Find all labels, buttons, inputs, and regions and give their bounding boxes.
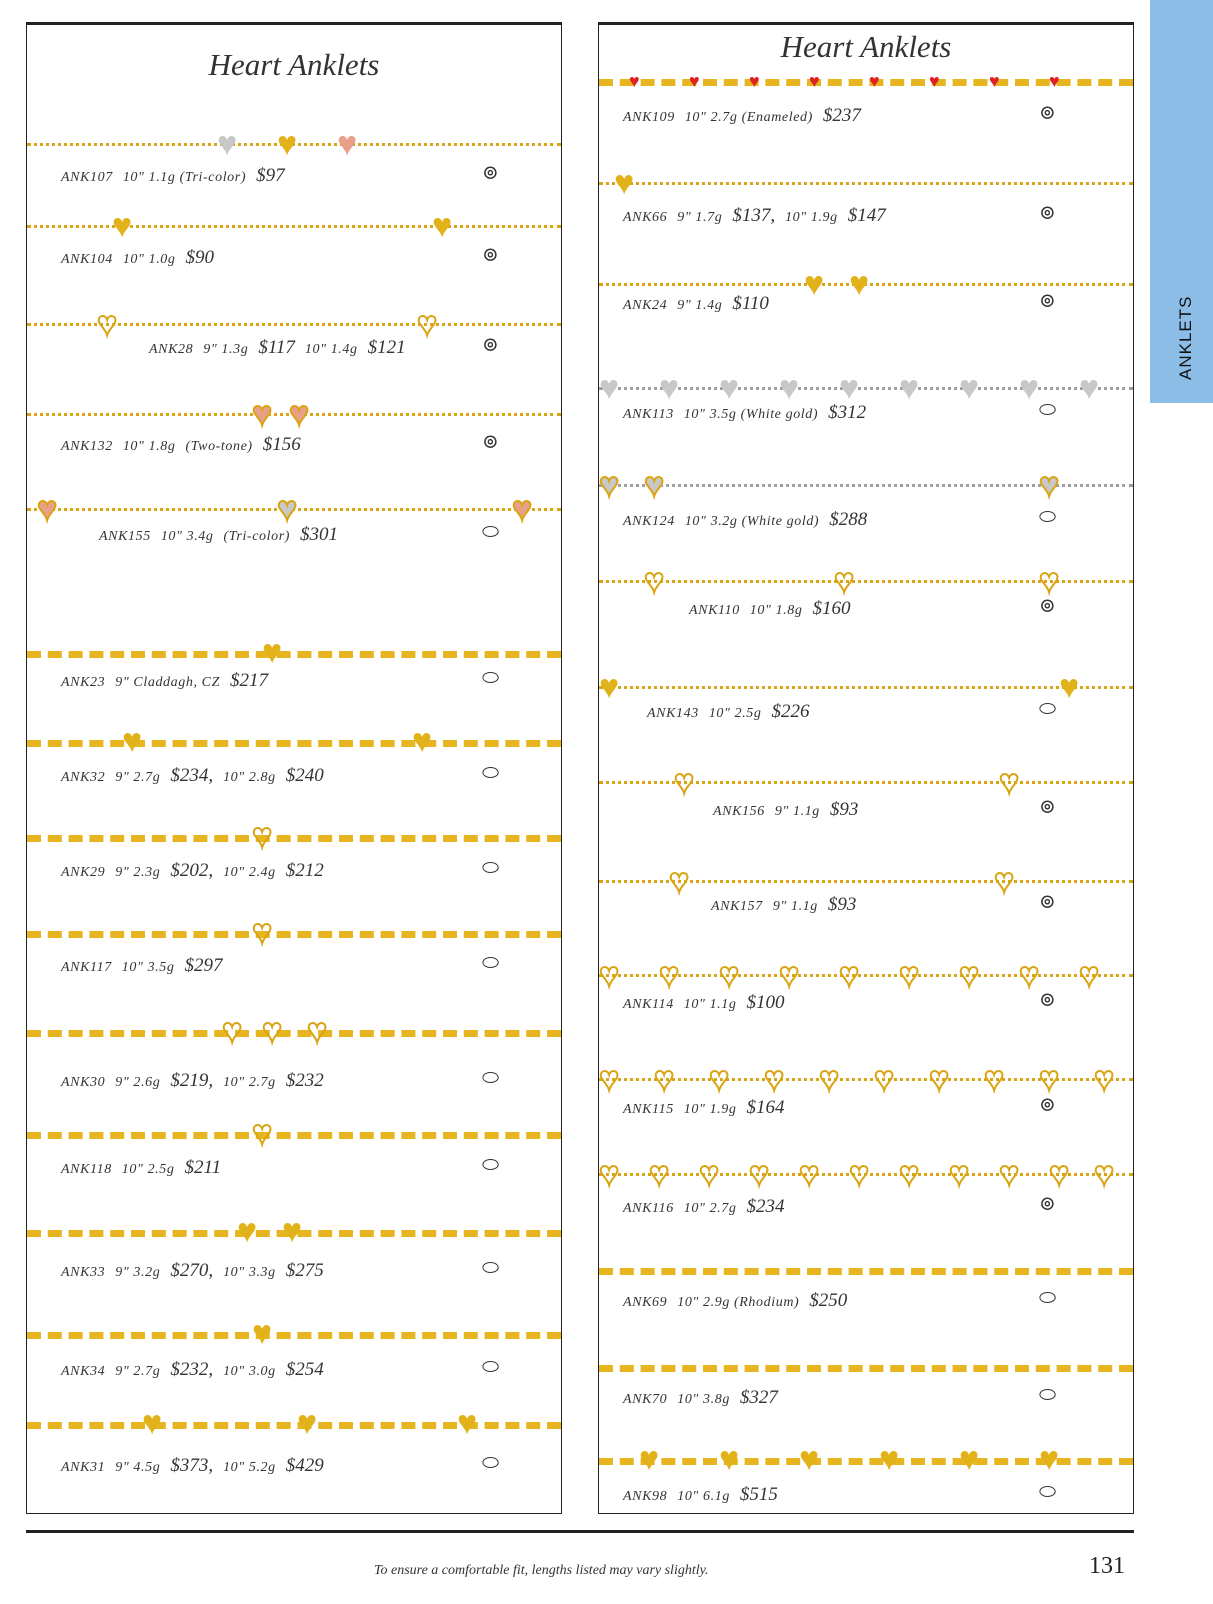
heart-charm-icon: ♥ <box>819 1061 840 1098</box>
anklet-label <box>61 860 334 882</box>
anklet-label <box>647 701 820 723</box>
heart-charm-icon: ♥ <box>659 957 680 994</box>
product-price: $219, <box>170 1070 214 1091</box>
product-price: $237 <box>822 105 861 126</box>
heart-charm-icon: ♥ <box>719 957 740 994</box>
product-code: ANK109 <box>623 110 675 125</box>
heart-charm-icon: ♥ <box>899 1156 920 1193</box>
heart-charm-icon: ♥ <box>1039 1061 1060 1098</box>
heart-charm-icon: ♥ <box>999 764 1020 801</box>
lobster-clasp-icon: ⬭ <box>482 1257 500 1279</box>
heart-charm-icon: ♥ <box>804 266 825 303</box>
anklet-label <box>713 799 868 821</box>
product-code: ANK33 <box>61 1265 106 1280</box>
heart-charm-icon: ♥ <box>809 71 820 91</box>
heart-charm-icon: ♥ <box>599 1061 620 1098</box>
spring-ring-clasp-icon: ⊚ <box>482 244 499 266</box>
product-note: (Tri-color) <box>223 529 291 544</box>
heart-charm-icon: ♥ <box>1019 957 1040 994</box>
heart-charm-icon: ♥ <box>929 71 940 91</box>
product-spec: 10" 3.5g (White gold) <box>683 407 819 422</box>
product-price: $297 <box>184 955 223 976</box>
spring-ring-clasp-icon: ⊚ <box>482 162 499 184</box>
product-price-alt: $275 <box>285 1260 324 1281</box>
product-price: $234, <box>170 765 214 786</box>
anklet-chain-image <box>27 1422 561 1429</box>
spring-ring-clasp-icon: ⊚ <box>482 431 499 453</box>
product-price: $156 <box>262 434 301 455</box>
heart-charm-icon: ♥ <box>799 1156 820 1193</box>
heart-charm-icon: ♥ <box>307 1013 328 1050</box>
product-spec: 9" 1.7g <box>677 210 723 225</box>
product-price-alt: $212 <box>285 860 324 881</box>
heart-charm-icon: ♥ <box>432 208 453 245</box>
product-code: ANK69 <box>623 1295 668 1310</box>
spring-ring-clasp-icon: ⊚ <box>1039 102 1056 124</box>
heart-charm-icon: ♥ <box>262 1013 283 1050</box>
anklet-label <box>99 524 348 546</box>
product-price: $234 <box>746 1196 785 1217</box>
heart-charm-icon: ♥ <box>277 491 298 528</box>
product-code: ANK114 <box>623 997 674 1012</box>
heart-charm-icon: ♥ <box>839 370 860 407</box>
anklet-label <box>623 992 794 1014</box>
heart-charm-icon: ♥ <box>799 1441 820 1478</box>
lobster-clasp-icon: ⬭ <box>1039 698 1057 720</box>
product-code: ANK115 <box>623 1102 674 1117</box>
product-code: ANK107 <box>61 170 113 185</box>
heart-charm-icon: ♥ <box>674 764 695 801</box>
spring-ring-clasp-icon: ⊚ <box>1039 1094 1056 1116</box>
product-price: $270, <box>170 1260 214 1281</box>
anklet-label <box>711 894 866 916</box>
product-code: ANK118 <box>61 1162 112 1177</box>
product-spec: 10" 1.0g <box>122 252 176 267</box>
heart-charm-icon: ♥ <box>654 1061 675 1098</box>
heart-charm-icon: ♥ <box>1049 71 1060 91</box>
product-spec: 9" 1.3g <box>203 342 249 357</box>
heart-charm-icon: ♥ <box>869 71 880 91</box>
product-spec-alt: 10" 3.3g <box>223 1265 276 1280</box>
product-spec: 10" 1.9g <box>683 1102 737 1117</box>
anklet-label <box>61 1070 334 1092</box>
product-code: ANK124 <box>623 514 675 529</box>
lobster-clasp-icon: ⬭ <box>482 667 500 689</box>
heart-charm-icon: ♥ <box>779 370 800 407</box>
heart-charm-icon: ♥ <box>222 1013 243 1050</box>
product-spec: 10" 2.7g <box>683 1201 737 1216</box>
anklet-label <box>61 434 311 456</box>
heart-charm-icon: ♥ <box>644 563 665 600</box>
spring-ring-clasp-icon: ⊚ <box>1039 1193 1056 1215</box>
product-price: $288 <box>829 509 868 530</box>
lobster-clasp-icon: ⬭ <box>482 1356 500 1378</box>
product-code: ANK23 <box>61 675 106 690</box>
heart-charm-icon: ♥ <box>412 723 433 760</box>
product-code: ANK110 <box>689 603 740 618</box>
anklet-label <box>61 670 278 692</box>
heart-charm-icon: ♥ <box>599 370 620 407</box>
product-spec: 10" 1.1g <box>683 997 737 1012</box>
heart-charm-icon: ♥ <box>779 957 800 994</box>
heart-charm-icon: ♥ <box>749 71 760 91</box>
product-price: $217 <box>229 670 268 691</box>
anklet-label <box>623 1387 788 1409</box>
lobster-clasp-icon: ⬭ <box>482 1154 500 1176</box>
heart-charm-icon: ♥ <box>1059 669 1080 706</box>
lobster-clasp-icon: ⬭ <box>482 857 500 879</box>
heart-charm-icon: ♥ <box>252 914 273 951</box>
lobster-clasp-icon: ⬭ <box>1039 1481 1057 1503</box>
product-spec: 10" 2.5g <box>121 1162 175 1177</box>
heart-charm-icon: ♥ <box>649 1156 670 1193</box>
section-tab-label: ANKLETS <box>1176 295 1195 380</box>
product-spec: 9" 1.4g <box>677 298 723 313</box>
product-price: $100 <box>746 992 785 1013</box>
heart-charm-icon: ♥ <box>282 1213 303 1250</box>
heart-charm-icon: ♥ <box>659 370 680 407</box>
product-price: $327 <box>739 1387 778 1408</box>
heart-charm-icon: ♥ <box>457 1405 478 1442</box>
product-price: $93 <box>829 799 859 820</box>
product-price: $137, <box>732 205 776 226</box>
product-spec: 10" 3.8g <box>677 1392 730 1407</box>
heart-charm-icon: ♥ <box>899 370 920 407</box>
heart-charm-icon: ♥ <box>849 266 870 303</box>
footer-note: To ensure a comfortable fit, lengths listed may vary slightly. <box>374 1563 709 1578</box>
product-code: ANK143 <box>647 706 699 721</box>
product-spec: 9" 2.7g <box>115 770 161 785</box>
heart-charm-icon: ♥ <box>599 957 620 994</box>
product-spec: 9" 2.7g <box>115 1364 161 1379</box>
heart-charm-icon: ♥ <box>297 1405 318 1442</box>
lobster-clasp-icon: ⬭ <box>482 521 500 543</box>
product-code: ANK116 <box>623 1201 674 1216</box>
heart-charm-icon: ♥ <box>112 208 133 245</box>
anklet-label <box>623 1097 794 1119</box>
heart-charm-icon: ♥ <box>237 1213 258 1250</box>
heart-charm-icon: ♥ <box>959 1441 980 1478</box>
heart-charm-icon: ♥ <box>719 1441 740 1478</box>
heart-charm-icon: ♥ <box>599 669 620 706</box>
anklet-label <box>623 1196 794 1218</box>
product-spec-alt: 10" 2.7g <box>223 1075 276 1090</box>
heart-charm-icon: ♥ <box>122 723 143 760</box>
product-price: $312 <box>828 402 867 423</box>
right-column-title: Heart Anklets <box>780 29 952 64</box>
spring-ring-clasp-icon: ⊚ <box>1039 796 1056 818</box>
product-note: (Two-tone) <box>185 439 253 454</box>
heart-charm-icon: ♥ <box>1019 370 1040 407</box>
heart-charm-icon: ♥ <box>879 1441 900 1478</box>
product-spec: 9" 4.5g <box>115 1460 161 1475</box>
product-code: ANK113 <box>623 407 674 422</box>
heart-charm-icon: ♥ <box>97 306 118 343</box>
product-spec: 10" 6.1g <box>677 1489 730 1504</box>
spring-ring-clasp-icon: ⊚ <box>1039 290 1056 312</box>
product-spec: 9" 2.6g <box>115 1075 161 1090</box>
product-price: $250 <box>809 1290 848 1311</box>
heart-charm-icon: ♥ <box>669 863 690 900</box>
product-price: $373, <box>170 1455 214 1476</box>
heart-charm-icon: ♥ <box>994 863 1015 900</box>
lobster-clasp-icon: ⬭ <box>482 1067 500 1089</box>
lobster-clasp-icon: ⬭ <box>1039 506 1057 528</box>
heart-charm-icon: ♥ <box>252 1115 273 1152</box>
heart-charm-icon: ♥ <box>417 306 438 343</box>
product-code: ANK29 <box>61 865 106 880</box>
product-code: ANK132 <box>61 439 113 454</box>
anklet-chain-image <box>27 651 561 658</box>
anklet-label <box>149 337 416 359</box>
heart-charm-icon: ♥ <box>834 563 855 600</box>
heart-charm-icon: ♥ <box>764 1061 785 1098</box>
anklet-label <box>61 247 224 269</box>
lobster-clasp-icon: ⬭ <box>482 762 500 784</box>
heart-charm-icon: ♥ <box>699 1156 720 1193</box>
anklet-label <box>623 293 779 315</box>
product-code: ANK34 <box>61 1364 106 1379</box>
product-spec: 10" 1.1g (Tri-color) <box>122 170 247 185</box>
heart-charm-icon: ♥ <box>644 467 665 504</box>
product-price: $515 <box>739 1484 778 1505</box>
product-price: $90 <box>185 247 215 268</box>
section-tab[interactable] <box>1150 0 1213 403</box>
product-code: ANK117 <box>61 960 112 975</box>
product-price: $97 <box>256 165 285 186</box>
heart-charm-icon: ♥ <box>289 396 310 433</box>
product-spec-alt: 10" 2.8g <box>223 770 276 785</box>
heart-charm-icon: ♥ <box>599 467 620 504</box>
heart-charm-icon: ♥ <box>839 957 860 994</box>
product-spec: 10" 1.8g <box>749 603 803 618</box>
anklet-chain-image <box>599 686 1133 689</box>
heart-charm-icon: ♥ <box>277 126 298 163</box>
heart-charm-icon: ♥ <box>899 957 920 994</box>
product-code: ANK30 <box>61 1075 106 1090</box>
product-price: $301 <box>300 524 339 545</box>
anklet-chain-image <box>27 835 561 842</box>
product-price: $202, <box>170 860 214 881</box>
heart-charm-icon: ♥ <box>1079 957 1100 994</box>
lobster-clasp-icon: ⬭ <box>1039 1384 1057 1406</box>
anklet-chain-image <box>599 182 1133 185</box>
product-spec: 10" 2.9g (Rhodium) <box>677 1295 800 1310</box>
anklet-label <box>623 105 871 127</box>
right-catalog-column <box>598 22 1134 1514</box>
product-spec-alt: 10" 3.0g <box>223 1364 276 1379</box>
product-spec: 10" 3.4g <box>160 529 214 544</box>
product-code: ANK24 <box>623 298 668 313</box>
product-spec: 10" 2.7g (Enameled) <box>684 110 813 125</box>
product-code: ANK98 <box>623 1489 668 1504</box>
product-code: ANK155 <box>99 529 151 544</box>
heart-charm-icon: ♥ <box>217 126 238 163</box>
anklet-label <box>61 1359 334 1381</box>
heart-charm-icon: ♥ <box>1094 1156 1115 1193</box>
product-spec: 10" 1.8g <box>122 439 176 454</box>
product-code: ANK28 <box>149 342 194 357</box>
heart-charm-icon: ♥ <box>1039 1441 1060 1478</box>
product-price: $160 <box>812 598 851 619</box>
anklet-label <box>61 1455 334 1477</box>
heart-charm-icon: ♥ <box>1079 370 1100 407</box>
heart-charm-icon: ♥ <box>849 1156 870 1193</box>
heart-charm-icon: ♥ <box>949 1156 970 1193</box>
anklet-chain-image <box>599 1365 1133 1372</box>
footer-rule <box>26 1530 1134 1533</box>
product-spec: 10" 3.2g (White gold) <box>684 514 820 529</box>
anklet-label <box>623 1290 857 1312</box>
product-code: ANK66 <box>623 210 668 225</box>
lobster-clasp-icon: ⬭ <box>482 1452 500 1474</box>
lobster-clasp-icon: ⬭ <box>1039 399 1057 421</box>
product-price: $93 <box>827 894 857 915</box>
product-spec: 10" 2.5g <box>708 706 762 721</box>
heart-charm-icon: ♥ <box>252 1315 273 1352</box>
heart-charm-icon: ♥ <box>512 491 533 528</box>
product-price: $211 <box>184 1157 222 1178</box>
anklet-chain-image <box>27 740 561 747</box>
heart-charm-icon: ♥ <box>142 1405 163 1442</box>
anklet-chain-image <box>27 1332 561 1339</box>
heart-charm-icon: ♥ <box>959 957 980 994</box>
product-spec: 9" Claddagh, CZ <box>115 675 220 690</box>
anklet-label <box>623 509 877 531</box>
heart-charm-icon: ♥ <box>874 1061 895 1098</box>
product-spec-alt: 10" 1.9g <box>785 210 838 225</box>
product-code: ANK70 <box>623 1392 668 1407</box>
spring-ring-clasp-icon: ⊚ <box>1039 891 1056 913</box>
heart-charm-icon: ♥ <box>984 1061 1005 1098</box>
heart-charm-icon: ♥ <box>1039 563 1060 600</box>
heart-charm-icon: ♥ <box>252 818 273 855</box>
heart-charm-icon: ♥ <box>689 71 700 91</box>
heart-charm-icon: ♥ <box>629 71 640 91</box>
heart-charm-icon: ♥ <box>989 71 1000 91</box>
anklet-label <box>61 1157 231 1179</box>
lobster-clasp-icon: ⬭ <box>1039 1287 1057 1309</box>
page-number: 131 <box>1089 1553 1125 1579</box>
heart-charm-icon: ♥ <box>1049 1156 1070 1193</box>
anklet-chain-image <box>27 225 561 228</box>
heart-charm-icon: ♥ <box>999 1156 1020 1193</box>
spring-ring-clasp-icon: ⊚ <box>1039 202 1056 224</box>
heart-charm-icon: ♥ <box>262 634 283 671</box>
product-price-alt: $429 <box>285 1455 324 1476</box>
product-price: $232, <box>170 1359 214 1380</box>
product-price-alt: $147 <box>847 205 886 226</box>
anklet-label <box>623 1484 788 1506</box>
anklet-label <box>689 598 860 620</box>
product-price-alt: $254 <box>285 1359 324 1380</box>
product-price: $164 <box>746 1097 785 1118</box>
spring-ring-clasp-icon: ⊚ <box>482 334 499 356</box>
product-code: ANK32 <box>61 770 106 785</box>
anklet-label <box>61 165 295 187</box>
anklet-chain-image <box>27 1132 561 1139</box>
anklet-label <box>61 1260 334 1282</box>
anklet-label <box>623 205 896 227</box>
heart-charm-icon: ♥ <box>1094 1061 1115 1098</box>
spring-ring-clasp-icon: ⊚ <box>1039 595 1056 617</box>
product-code: ANK157 <box>711 899 763 914</box>
anklet-chain-image <box>27 931 561 938</box>
product-price-alt: $240 <box>285 765 324 786</box>
product-spec-alt: 10" 5.2g <box>223 1460 276 1475</box>
product-spec: 10" 3.5g <box>121 960 175 975</box>
heart-charm-icon: ♥ <box>37 491 58 528</box>
product-price-alt: $232 <box>285 1070 324 1091</box>
anklet-label <box>61 955 232 977</box>
anklet-label <box>61 765 334 787</box>
product-price: $110 <box>732 293 769 314</box>
product-price: $226 <box>771 701 810 722</box>
product-spec-alt: 10" 2.4g <box>223 865 276 880</box>
heart-charm-icon: ♥ <box>959 370 980 407</box>
anklet-label <box>623 402 876 424</box>
left-catalog-column <box>26 22 562 1514</box>
heart-charm-icon: ♥ <box>614 165 635 202</box>
product-price: $117 <box>258 337 295 358</box>
lobster-clasp-icon: ⬭ <box>482 952 500 974</box>
product-code: ANK31 <box>61 1460 106 1475</box>
heart-charm-icon: ♥ <box>719 370 740 407</box>
heart-charm-icon: ♥ <box>749 1156 770 1193</box>
product-spec-alt: 10" 1.4g <box>304 342 358 357</box>
spring-ring-clasp-icon: ⊚ <box>1039 989 1056 1011</box>
product-code: ANK104 <box>61 252 113 267</box>
anklet-chain-image <box>599 1268 1133 1275</box>
left-column-title: Heart Anklets <box>208 47 380 82</box>
product-spec: 9" 3.2g <box>115 1265 161 1280</box>
heart-charm-icon: ♥ <box>709 1061 730 1098</box>
product-spec: 9" 1.1g <box>774 804 820 819</box>
heart-charm-icon: ♥ <box>929 1061 950 1098</box>
product-spec: 9" 1.1g <box>772 899 818 914</box>
heart-charm-icon: ♥ <box>1039 467 1060 504</box>
heart-charm-icon: ♥ <box>599 1156 620 1193</box>
product-spec: 9" 2.3g <box>115 865 161 880</box>
heart-charm-icon: ♥ <box>337 126 358 163</box>
anklet-chain-image <box>27 1030 561 1037</box>
heart-charm-icon: ♥ <box>252 396 273 433</box>
heart-charm-icon: ♥ <box>639 1441 660 1478</box>
product-code: ANK156 <box>713 804 765 819</box>
product-price-alt: $121 <box>367 337 406 358</box>
